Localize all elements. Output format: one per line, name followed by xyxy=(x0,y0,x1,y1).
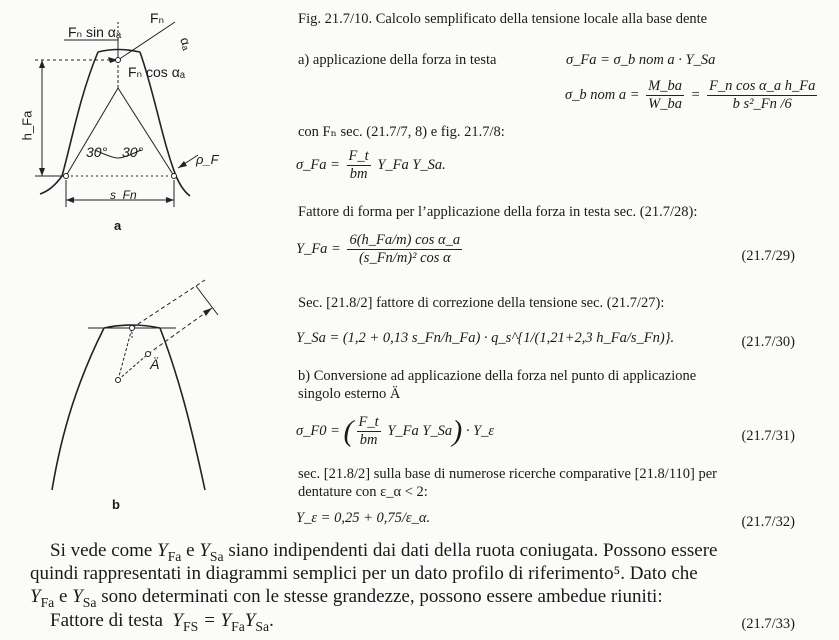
panel-label-b: b xyxy=(112,497,120,512)
para-line-4: Fattore di testa $Y_{FS} = Y_{Fa}Y_{Sa}$. xyxy=(50,610,274,634)
frac-yfa xyxy=(347,232,462,267)
label-fn-sin: Fₙ sin αₐ xyxy=(68,24,122,40)
label-sfn: s_Fn xyxy=(110,188,137,202)
eq-sigma-f0: σ_F0 = ( $\frac{F\_t}{bm}$ Y_Fa Y_Sa) · Y_ε xyxy=(296,414,495,448)
label-point-a: Ä xyxy=(150,356,160,372)
figure-a-diagram xyxy=(0,0,270,240)
form-factor-line: Fattore di forma per l’applicazione della forza in testa sec. (21.7/28): xyxy=(298,204,698,220)
eq-yfa xyxy=(296,232,465,267)
sec2-line2: dentature con ε_α < 2: xyxy=(298,484,428,500)
item-a-heading: a) applicazione della forza in testa xyxy=(298,52,497,68)
p3-yfa: Y xyxy=(30,586,41,607)
frac2-den: b s²_Fn /6 xyxy=(732,96,792,112)
p1-b: siano indipendenti dai dati della ruota coniugata. Possono essere xyxy=(228,540,718,561)
frac1-num: M_ba xyxy=(648,78,683,94)
eq-sigma-nom: σ_b nom a = $\frac{M\_ba}{W\_ba}$ = $\frac{\text{F\_n cos α\_a h\_Fa}}{\text{b s²\_Fn /6}}$ xyxy=(565,78,816,112)
p1-yfa-sub: Fa xyxy=(167,548,182,564)
p1-ysa: Y xyxy=(199,540,210,561)
eq-sigma-fa2-lhs: σ_Fa = xyxy=(296,157,340,173)
p3-ysa-sub: Sa xyxy=(82,594,97,610)
eqno-30: (21.7/30) xyxy=(741,334,795,350)
para-line-2: quindi rappresentati in diagrammi semplici per un dato profilo di riferimento⁵. Dato che xyxy=(30,563,698,584)
frac-ft-bm-2 xyxy=(357,414,381,449)
p3-e: e xyxy=(59,586,68,607)
label-fn-cos: Fₙ cos αₐ xyxy=(128,64,185,80)
frac-ft-bm xyxy=(347,148,371,183)
p3-ysa: Y xyxy=(72,586,83,607)
frac1-den: W_ba xyxy=(648,96,683,112)
label-fn: Fₙ xyxy=(150,10,165,26)
p1-yfa: Y xyxy=(157,540,168,561)
p1-ysa-sub: Sa xyxy=(209,548,224,564)
label-hfa: h_Fa xyxy=(19,110,35,141)
label-rho: ρ_F xyxy=(196,152,219,167)
eq-sigma-f0-tail: · Y_ε xyxy=(465,423,495,439)
p4-rhs-y2: Y xyxy=(244,610,256,631)
p4-rhs-sub1: Fa xyxy=(231,618,245,634)
p4-label: Fattore di testa xyxy=(50,610,163,631)
frac3-den: bm xyxy=(349,166,368,182)
eq-sigma-fa: σ_Fa = σ_b nom a · Y_Sa xyxy=(566,52,716,68)
eq-yeps: Y_ε = 0,25 + 0,75/ε_α. xyxy=(296,510,431,526)
item-b-line2: singolo esterno Ä xyxy=(298,386,401,402)
p1-a: Si vede come xyxy=(50,540,153,561)
p3-b: sono determinati con le stesse grandezze, possono essere ambedue riuniti: xyxy=(101,586,663,607)
panel-label-a: a xyxy=(114,218,122,233)
label-angle-right: 30° xyxy=(122,144,144,160)
frac-fn-bs xyxy=(707,78,817,113)
eqno-31: (21.7/31) xyxy=(741,428,795,444)
p4-rhs: = Y xyxy=(202,610,232,631)
label-angle-left: 30° xyxy=(86,144,108,160)
p1-e: e xyxy=(186,540,195,561)
label-alpha: αₐ xyxy=(177,35,196,52)
p4-rhs-sub2: Sa xyxy=(255,618,270,634)
figure-caption: Fig. 21.7/10. Calcolo semplificato della tensione locale alla base dente xyxy=(298,11,708,27)
frac3-num: F_t xyxy=(348,148,369,164)
p4-y-sub: FS xyxy=(183,618,199,634)
p3-yfa-sub: Fa xyxy=(40,594,55,610)
frac-m-w xyxy=(646,78,684,113)
para-line-1 xyxy=(50,540,717,565)
frac2-num: F_n cos α_a h_Fa xyxy=(709,78,816,94)
eqno-29: (21.7/29) xyxy=(741,248,795,264)
eqno-33: (21.7/33) xyxy=(741,616,795,632)
eq-yfa-lhs: Y_Fa = xyxy=(296,241,341,257)
sec-line: Sec. [21.8/2] fattore di correzione della tensione sec. (21.7/27): xyxy=(298,295,665,311)
frac5-num: F_t xyxy=(358,414,379,430)
frac4-den: (s_Fn/m)² cos α xyxy=(358,250,451,266)
eq-sigma-f0-rhs: Y_Fa Y_Sa xyxy=(387,423,453,439)
eq-sigma-fa-2 xyxy=(296,148,446,183)
frac4-num: 6(h_Fa/m) cos α_a xyxy=(349,232,461,248)
eq-sigma-nom-lhs: σ_b nom a = xyxy=(565,87,640,103)
eqno-32: (21.7/32) xyxy=(741,514,795,530)
item-b-line1: b) Conversione ad applicazione della forza nel punto di applicazione xyxy=(298,368,697,384)
con-fn-line: con Fₙ sec. (21.7/7, 8) e fig. 21.7/8: xyxy=(298,124,505,140)
frac5-den: bm xyxy=(359,432,378,448)
sec2-line1: sec. [21.8/2] sulla base di numerose ricerche comparative [21.8/110] per xyxy=(298,466,717,482)
eq-sigma-f0-lhs: σ_F0 = xyxy=(296,423,340,439)
para-line-3 xyxy=(30,586,663,611)
eq-sigma-fa2-rhs: Y_Fa Y_Sa. xyxy=(377,157,446,173)
figure-b-diagram xyxy=(0,260,270,520)
eq-ysa: Y_Sa = (1,2 + 0,13 s_Fn/h_Fa) · q_s^{1/(1,21+2,3 h_Fa/s_Fn)}. xyxy=(296,330,675,346)
p4-y: Y xyxy=(172,610,183,631)
